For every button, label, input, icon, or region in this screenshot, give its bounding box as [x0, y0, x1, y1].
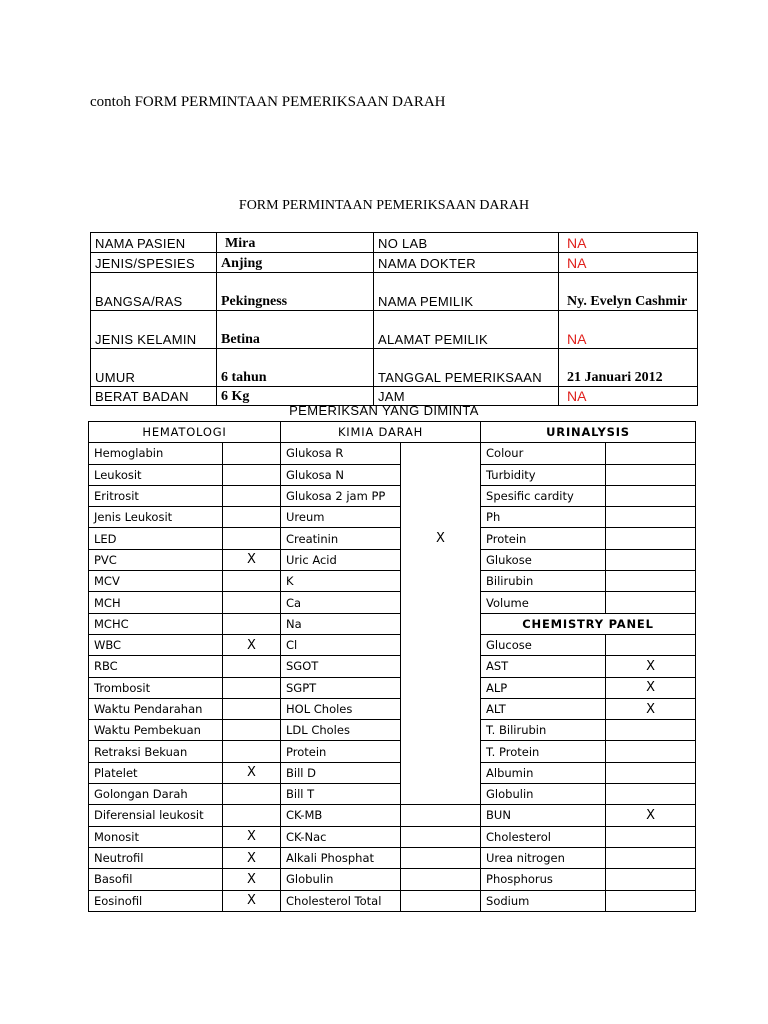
hematologi-mark: X [223, 847, 281, 868]
hematologi-item: RBC [89, 656, 223, 677]
hematologi-mark: X [223, 869, 281, 890]
hematologi-mark [223, 443, 281, 464]
nama-pasien-value: Mira [217, 233, 374, 253]
exam-grid [88, 421, 696, 912]
urinalysis-item: Turbidity [481, 464, 606, 485]
hematologi-mark [223, 571, 281, 592]
hematologi-mark [223, 805, 281, 826]
chemistry-mark [606, 784, 696, 805]
urinalysis-mark [606, 464, 696, 485]
kimia-item: Alkali Phosphat [281, 847, 401, 868]
kimia-item: SGPT [281, 677, 401, 698]
table-row [89, 847, 696, 868]
kimia-item: Ureum [281, 507, 401, 528]
kimia-mark [401, 464, 481, 485]
kimia-item: Bill D [281, 762, 401, 783]
kimia-mark [401, 634, 481, 655]
section-title: PEMERIKSAN YANG DIMINTA [289, 403, 479, 418]
table-row [89, 677, 696, 698]
urinalysis-item: Bilirubin [481, 571, 606, 592]
kimia-item: Uric Acid [281, 549, 401, 570]
kimia-mark [401, 826, 481, 847]
hematologi-mark [223, 464, 281, 485]
nama-pemilik-value: Ny. Evelyn Cashmir [559, 273, 698, 311]
urinalysis-item: Ph [481, 507, 606, 528]
urinalysis-item: Volume [481, 592, 606, 613]
alamat-pemilik-label: ALAMAT PEMILIK [374, 311, 559, 349]
nama-dokter-label: NAMA DOKTER [374, 253, 559, 273]
hematologi-item: Waktu Pembekuan [89, 720, 223, 741]
table-row [89, 571, 696, 592]
chemistry-mark [606, 762, 696, 783]
table-row [89, 805, 696, 826]
hematologi-mark [223, 784, 281, 805]
hematologi-item: Monosit [89, 826, 223, 847]
bangsa-ras-value: Pekingness [217, 273, 374, 311]
nama-pasien-label: NAMA PASIEN [91, 233, 217, 253]
chemistry-item: AST [481, 656, 606, 677]
patient-info-table [90, 232, 698, 406]
urinalysis-header: URINALYSIS [481, 422, 696, 443]
kimia-item: Globulin [281, 869, 401, 890]
kimia-mark [401, 805, 481, 826]
kimia-item: Cholesterol Total [281, 890, 401, 911]
hematologi-mark: X [223, 890, 281, 911]
chemistry-item: Albumin [481, 762, 606, 783]
hematologi-item: MCH [89, 592, 223, 613]
jenis-kelamin-value: Betina [217, 311, 374, 349]
chemistry-mark: X [606, 698, 696, 719]
tanggal-pemeriksaan-value: 21 Januari 2012 [559, 349, 698, 387]
hematologi-mark: X [223, 634, 281, 655]
kimia-item: Creatinin [281, 528, 401, 549]
chemistry-mark [606, 741, 696, 762]
no-lab-label: NO LAB [374, 233, 559, 253]
berat-badan-label: BERAT BADAN [91, 387, 217, 406]
chemistry-mark [606, 634, 696, 655]
kimia-mark [401, 592, 481, 613]
hematologi-item: Leukosit [89, 464, 223, 485]
hematologi-mark [223, 698, 281, 719]
kimia-mark [401, 890, 481, 911]
kimia-item: LDL Choles [281, 720, 401, 741]
kimia-darah-header: KIMIA DARAH [281, 422, 481, 443]
kimia-item: Ca [281, 592, 401, 613]
kimia-mark [401, 485, 481, 506]
umur-label: UMUR [91, 349, 217, 387]
hematologi-mark: X [223, 826, 281, 847]
hematologi-item: Retraksi Bekuan [89, 741, 223, 762]
document-heading: contoh FORM PERMINTAAN PEMERIKSAAN DARAH [90, 94, 446, 110]
hematologi-item: Diferensial leukosit [89, 805, 223, 826]
kimia-mark [401, 571, 481, 592]
chemistry-item: Sodium [481, 890, 606, 911]
table-row [89, 634, 696, 655]
table-row [89, 762, 696, 783]
urinalysis-item: Colour [481, 443, 606, 464]
chemistry-item: BUN [481, 805, 606, 826]
hematologi-item: Trombosit [89, 677, 223, 698]
bangsa-ras-label: BANGSA/RAS [91, 273, 217, 311]
kimia-mark: X [401, 528, 481, 549]
kimia-item: Cl [281, 634, 401, 655]
table-row [89, 528, 696, 549]
hematologi-mark [223, 613, 281, 634]
table-row [89, 890, 696, 911]
chemistry-item: Globulin [481, 784, 606, 805]
kimia-item: CK-Nac [281, 826, 401, 847]
kimia-mark [401, 656, 481, 677]
form-title: FORM PERMINTAAN PEMERIKSAAN DARAH [238, 198, 530, 213]
kimia-mark [401, 549, 481, 570]
grid-header-row [89, 422, 696, 443]
table-row [89, 656, 696, 677]
kimia-mark [401, 762, 481, 783]
chemistry-mark: X [606, 656, 696, 677]
hematologi-item: Jenis Leukosit [89, 507, 223, 528]
chemistry-item: Urea nitrogen [481, 847, 606, 868]
hematologi-mark [223, 485, 281, 506]
chemistry-mark [606, 869, 696, 890]
table-row [89, 443, 696, 464]
chemistry-item: ALT [481, 698, 606, 719]
kimia-mark [401, 784, 481, 805]
hematologi-mark [223, 507, 281, 528]
table-row [89, 784, 696, 805]
urinalysis-mark [606, 528, 696, 549]
hematologi-mark: X [223, 762, 281, 783]
tanggal-pemeriksaan-label: TANGGAL PEMERIKSAAN [374, 349, 559, 387]
chemistry-mark [606, 847, 696, 868]
chemistry-panel-header: CHEMISTRY PANEL [481, 613, 696, 634]
jam-label: JAM [374, 387, 559, 406]
jenis-spesies-value: Anjing [217, 253, 374, 273]
hematologi-item: Platelet [89, 762, 223, 783]
chemistry-item: ALP [481, 677, 606, 698]
table-row [89, 826, 696, 847]
kimia-item: HOL Choles [281, 698, 401, 719]
kimia-item: Protein [281, 741, 401, 762]
hematologi-header: HEMATOLOGI [89, 422, 281, 443]
hematologi-item: Basofil [89, 869, 223, 890]
chemistry-item: Phosphorus [481, 869, 606, 890]
hematologi-mark [223, 592, 281, 613]
chemistry-mark: X [606, 677, 696, 698]
hematologi-mark [223, 720, 281, 741]
urinalysis-mark [606, 443, 696, 464]
chemistry-mark [606, 720, 696, 741]
hematologi-item: Neutrofil [89, 847, 223, 868]
hematologi-item: MCV [89, 571, 223, 592]
kimia-mark [401, 443, 481, 464]
hematologi-item: LED [89, 528, 223, 549]
chemistry-mark [606, 890, 696, 911]
kimia-item: Na [281, 613, 401, 634]
hematologi-item: Waktu Pendarahan [89, 698, 223, 719]
jenis-spesies-label: JENIS/SPESIES [91, 253, 217, 273]
urinalysis-item: Glukose [481, 549, 606, 570]
urinalysis-mark [606, 571, 696, 592]
kimia-item: K [281, 571, 401, 592]
hematologi-item: WBC [89, 634, 223, 655]
urinalysis-mark [606, 549, 696, 570]
hematologi-item: MCHC [89, 613, 223, 634]
kimia-item: Glukosa 2 jam PP [281, 485, 401, 506]
kimia-mark [401, 613, 481, 634]
urinalysis-mark [606, 507, 696, 528]
kimia-mark [401, 677, 481, 698]
table-row [89, 613, 696, 634]
hematologi-item: Eosinofil [89, 890, 223, 911]
no-lab-value: NA [559, 233, 698, 253]
chemistry-mark: X [606, 805, 696, 826]
kimia-mark [401, 869, 481, 890]
chemistry-item: T. Protein [481, 741, 606, 762]
hematologi-item: Eritrosit [89, 485, 223, 506]
table-row [89, 507, 696, 528]
alamat-pemilik-value: NA [559, 311, 698, 349]
urinalysis-mark [606, 592, 696, 613]
kimia-mark [401, 847, 481, 868]
table-row [89, 720, 696, 741]
hematologi-item: Hemoglabin [89, 443, 223, 464]
jam-value: NA [559, 387, 698, 406]
urinalysis-item: Spesific cardity [481, 485, 606, 506]
chemistry-mark [606, 826, 696, 847]
kimia-item: Glukosa N [281, 464, 401, 485]
kimia-item: CK-MB [281, 805, 401, 826]
kimia-item: Glukosa R [281, 443, 401, 464]
chemistry-item: T. Bilirubin [481, 720, 606, 741]
hematologi-mark: X [223, 549, 281, 570]
hematologi-mark [223, 677, 281, 698]
kimia-mark [401, 741, 481, 762]
urinalysis-item: Protein [481, 528, 606, 549]
kimia-mark [401, 720, 481, 741]
nama-pemilik-label: NAMA PEMILIK [374, 273, 559, 311]
hematologi-item: PVC [89, 549, 223, 570]
hematologi-mark [223, 656, 281, 677]
table-row [89, 698, 696, 719]
nama-dokter-value: NA [559, 253, 698, 273]
kimia-item: SGOT [281, 656, 401, 677]
hematologi-item: Golongan Darah [89, 784, 223, 805]
table-row [89, 869, 696, 890]
kimia-item: Bill T [281, 784, 401, 805]
table-row [89, 741, 696, 762]
chemistry-item: Cholesterol [481, 826, 606, 847]
hematologi-mark [223, 741, 281, 762]
table-row [89, 464, 696, 485]
kimia-mark [401, 507, 481, 528]
chemistry-item: Glucose [481, 634, 606, 655]
umur-value: 6 tahun [217, 349, 374, 387]
hematologi-mark [223, 528, 281, 549]
jenis-kelamin-label: JENIS KELAMIN [91, 311, 217, 349]
urinalysis-mark [606, 485, 696, 506]
table-row [89, 485, 696, 506]
table-row [89, 592, 696, 613]
berat-badan-value: 6 Kg [217, 387, 374, 406]
table-row [89, 549, 696, 570]
kimia-mark [401, 698, 481, 719]
